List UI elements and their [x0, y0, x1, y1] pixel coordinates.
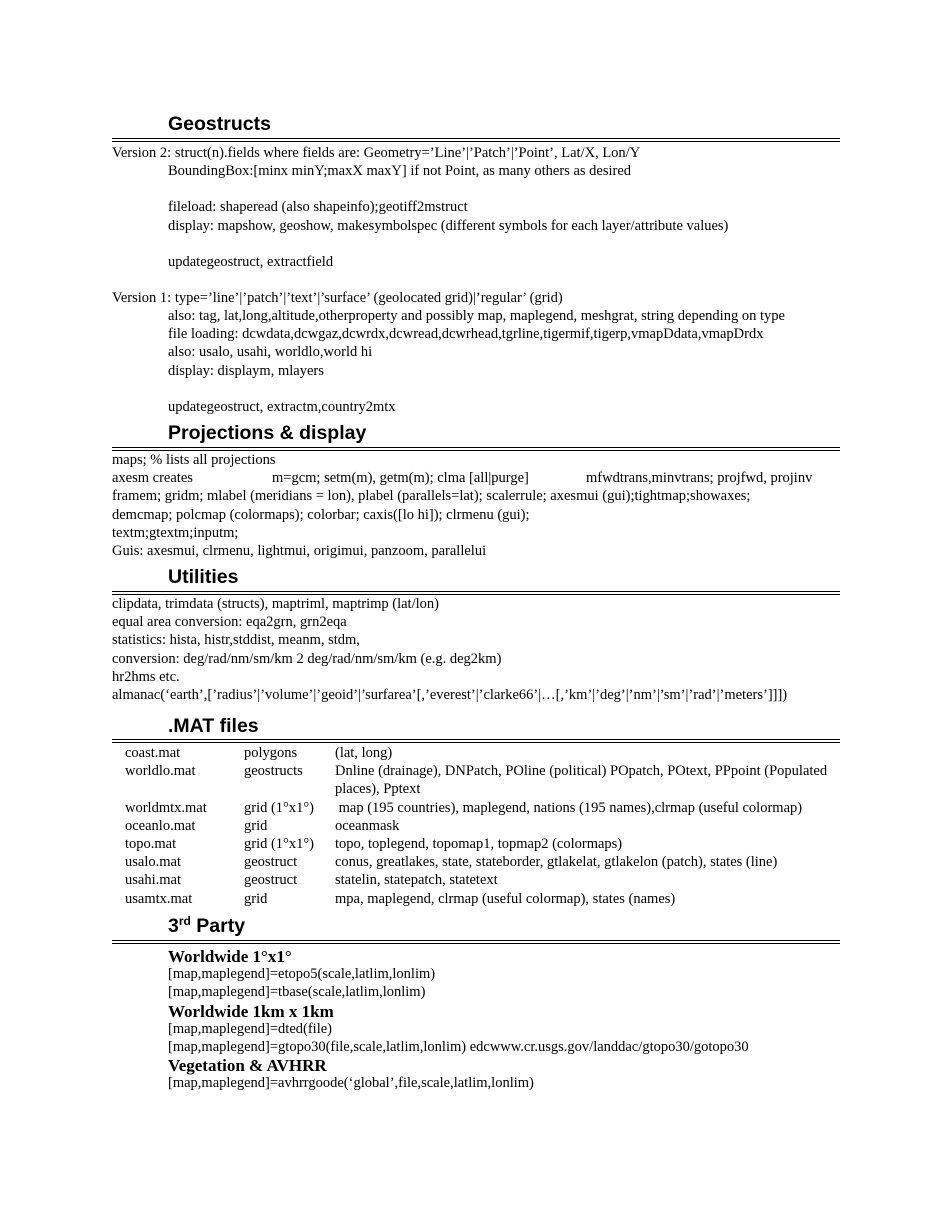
mat-file-type: grid (1°x1°)	[244, 799, 314, 816]
text-line: hr2hms etc.	[112, 668, 180, 685]
mat-file-name: usahi.mat	[125, 872, 181, 889]
spacer	[168, 235, 728, 253]
text-line: [map,maplegend]=avhrrgoode(‘global’,file,scale,latlim,lonlim)	[168, 1075, 534, 1092]
spacer	[168, 180, 728, 198]
third-party-block	[168, 947, 749, 1093]
table-row	[125, 871, 845, 889]
mat-file-name: worldlo.mat	[125, 763, 196, 780]
mat-files-table	[125, 744, 845, 908]
mat-file-name: usalo.mat	[125, 854, 181, 871]
text-line: clipdata, trimdata (structs), maptriml, maptrimp (lat/lon)	[112, 596, 439, 612]
text-line: equal area conversion: eqa2grn, grn2eqa	[112, 614, 347, 631]
text-line: [map,maplegend]=tbase(scale,latlim,lonlim)	[168, 984, 426, 1001]
mat-file-contents: statelin, statepatch, statetext	[335, 872, 498, 889]
geostructs-v1-block	[168, 307, 785, 416]
projections-block	[112, 451, 813, 560]
text-line: [map,maplegend]=gtopo30(file,scale,latlim,lonlim) edcwww.cr.usgs.gov/landdac/gtopo30/gotopo30	[168, 1038, 749, 1055]
text-line: also: usalo, usahi, worldlo,world hi	[168, 344, 373, 361]
utilities-block	[112, 595, 787, 704]
spacer	[168, 380, 785, 398]
mat-file-type: geostructs	[244, 763, 303, 780]
table-row	[125, 762, 845, 798]
text-line: Guis: axesmui, clrmenu, lightmui, origimui, panzoom, parallelui	[112, 542, 487, 559]
section-rule	[112, 138, 840, 142]
text-line: conversion: deg/rad/nm/sm/km 2 deg/rad/nm/sm/km (e.g. deg2km)	[112, 650, 502, 667]
text-line: BoundingBox:[minx minY;maxX maxY] if not Point, as many others as desired	[168, 163, 632, 179]
mat-file-type: geostruct	[244, 872, 298, 889]
geostructs-version2-line: Version 2: struct(n).fields where fields are: Geometry=’Line’|’Patch’|’Point’, Lat/X, Lon/Y	[112, 145, 641, 161]
subheading-worldwide-1km: Worldwide 1km x 1km	[168, 1001, 334, 1021]
text-line: file loading: dcwdata,dcwgaz,dcwrdx,dcwread,dcwrhead,tgrline,tigermif,tigerp,vmapDdata,vmapDrdx	[168, 326, 764, 343]
table-row	[125, 817, 845, 835]
text-line: maps; % lists all projections	[112, 452, 276, 468]
gcm-functions: m=gcm; setm(m), getm(m); clma [all|purge]	[272, 470, 529, 487]
section-rule	[112, 739, 840, 743]
table-row	[125, 853, 845, 871]
mat-file-contents: Dnline (drainage), DNPatch, POline (political) POpatch, POtext, PPpoint (Populated places), Pptext	[335, 763, 828, 798]
mat-file-contents: oceanmask	[335, 817, 400, 834]
text-line: fileload: shaperead (also shapeinfo);geotiff2mstruct	[168, 199, 468, 216]
text-line: textm;gtextm;inputm;	[112, 524, 239, 541]
heading-mat-files: .MAT files	[168, 715, 259, 737]
mat-file-name: topo.mat	[125, 836, 177, 853]
table-row	[125, 890, 845, 908]
mat-file-name: coast.mat	[125, 745, 181, 761]
geostructs-version1-line: Version 1: type=’line’|’patch’|’text’|’surface’ (geolocated grid)|’regular’ (grid)	[112, 290, 563, 306]
text-line: also: tag, lat,long,altitude,otherproperty and possibly map, maplegend, meshgrat, string depending on type	[168, 308, 785, 324]
subheading-vegetation-avhrr: Vegetation & AVHRR	[168, 1056, 327, 1076]
heading-text: Party	[190, 915, 246, 937]
text-line-axesm	[112, 469, 813, 487]
mat-file-name: usamtx.mat	[125, 890, 193, 907]
subheading-worldwide-1x1: Worldwide 1°x1°	[168, 947, 292, 966]
text-line: display: displaym, mlayers	[168, 362, 324, 379]
text-line: demcmap; polcmap (colormaps); colorbar; caxis([lo hi]); clrmenu (gui);	[112, 506, 530, 523]
mat-file-name: oceanlo.mat	[125, 817, 196, 834]
text-line: [map,maplegend]=dted(file)	[168, 1020, 332, 1037]
heading-projections: Projections & display	[168, 422, 367, 444]
mat-file-contents: map (195 countries), maplegend, nations (195 names),clrmap (useful colormap)	[335, 799, 803, 816]
text-line: framem; gridm; mlabel (meridians = lon), plabel (parallels=lat); scalerrule; axesmui (gui);tightmap;showaxes;	[112, 488, 751, 505]
section-rule	[112, 940, 840, 944]
transform-functions: mfwdtrans,minvtrans; projfwd, projinv	[586, 470, 813, 487]
text-line: updategeostruct, extractm,country2mtx	[168, 398, 396, 415]
text-line: updategeostruct, extractfield	[168, 253, 334, 270]
text-line: statistics: hista, histr,stddist, meanm, stdm,	[112, 632, 360, 649]
mat-file-contents: (lat, long)	[335, 745, 393, 761]
mat-file-contents: topo, toplegend, topomap1, topmap2 (colormaps)	[335, 836, 623, 853]
mat-file-name: worldmtx.mat	[125, 799, 207, 816]
mat-file-type: grid (1°x1°)	[244, 836, 314, 853]
table-row	[125, 799, 845, 817]
text-line: display: mapshow, geoshow, makesymbolspec (different symbols for each layer/attribute values)	[168, 217, 729, 234]
mat-file-contents: conus, greatlakes, state, stateborder, gtlakelat, gtlakelon (patch), states (line)	[335, 854, 778, 871]
geostructs-v2-block	[168, 162, 728, 271]
mat-file-contents: mpa, maplegend, clrmap (useful colormap), states (names)	[335, 890, 676, 907]
mat-file-type: geostruct	[244, 854, 298, 871]
heading-number: 3	[168, 915, 179, 937]
text-line: almanac(‘earth’,[’radius’|’volume’|’geoid’|’surfarea’[,’everest’|’clarke66’|…[,’km’|’deg’|’nm’|’sm’|’rad’|’meters’]]])	[112, 686, 788, 703]
heading-ordinal-suffix: rd	[178, 914, 191, 928]
table-row	[125, 835, 845, 853]
mat-file-type: polygons	[244, 745, 298, 761]
heading-third-party	[168, 914, 245, 938]
heading-geostructs: Geostructs	[168, 113, 271, 135]
text-line: [map,maplegend]=etopo5(scale,latlim,lonlim)	[168, 966, 436, 983]
heading-utilities: Utilities	[168, 566, 239, 588]
axesm-label: axesm creates	[112, 470, 193, 487]
table-row	[125, 744, 845, 762]
mat-file-type: grid	[244, 890, 268, 907]
mat-file-type: grid	[244, 817, 268, 834]
